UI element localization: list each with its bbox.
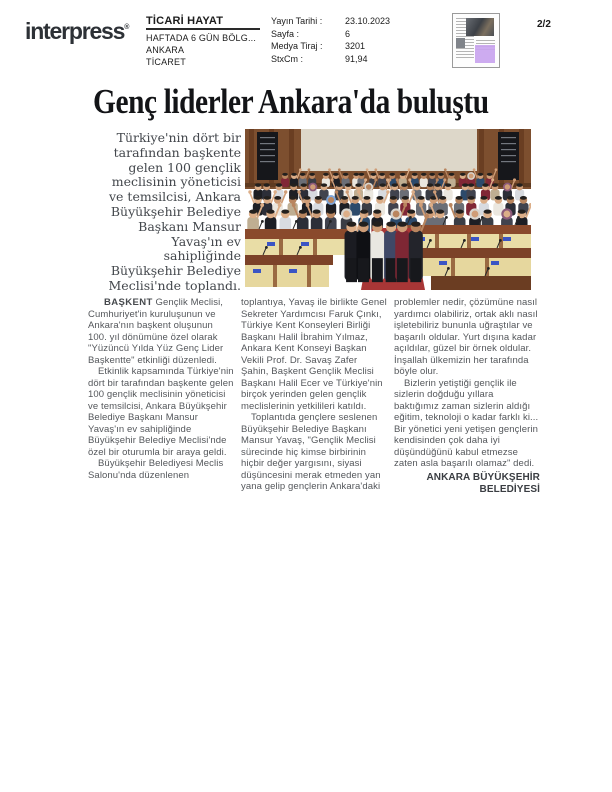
- meta-label-circulation: Medya Tiraj :: [271, 41, 323, 52]
- article-headline: Genç liderler Ankara'da buluştu: [93, 82, 489, 121]
- source-line: BELEDİYESİ: [479, 484, 540, 495]
- paragraph: Bizlerin yetiştiği gençlik ile sizlerin doğduğu yıllara baktığımız zaman sizlerin aldığı eğitim, teknoloji o kadar farklı ki... Bir yönetici yeni yetişen gençlerin kendisinden çok daha iyi düşündüğünü kabul etmezse zaten asla başarılı olamaz" dedi.: [394, 377, 539, 469]
- article-photo: [245, 129, 531, 290]
- paragraph: Büyükşehir Belediyesi Meclis Salonu'nda düzenlenen: [88, 458, 224, 481]
- publication-name: TİCARİ HAYAT: [146, 15, 260, 30]
- interpress-logo: [25, 18, 129, 45]
- paragraph-text: Gençlik Meclisi, Cumhuriyet'in kuruluşunun ve Ankara'nın başkent oluşunun 100. yıl dönümüne özel olarak "Yüzüncü Yılda Yüz Genç Lider Başkentte" etkinliği düzenledi.: [88, 297, 224, 366]
- paragraph: Etkinlik kapsamında Türkiye'nin dört bir tarafından başkente gelen 100 gençlik meclisinin yöneticisi ve temsilcisi, Ankara Büyükşehir Belediye Başkanı Mansur Yavaş'ın ev sahipliğinde Büyükşehir Belediye Meclisi'nde özel bir oturumla bir araya geldi.: [88, 366, 234, 458]
- meta-row-circulation: [271, 40, 390, 53]
- meta-row-date: [271, 15, 390, 28]
- thumbnail-article-highlight: [475, 45, 495, 63]
- thumbnail-photo-block: [466, 18, 494, 36]
- meta-row-page: [271, 28, 390, 41]
- publication-frequency: HAFTADA 6 GÜN BÖLG...: [146, 33, 257, 43]
- meta-value-stxcm: 91,94: [345, 53, 368, 64]
- page-thumbnail: [452, 13, 500, 68]
- publication-category: TİCARET: [146, 57, 186, 67]
- meta-label-stxcm: StxCm :: [271, 53, 304, 64]
- meta-value-page: 6: [345, 28, 351, 39]
- meta-label-date: Yayın Tarihi :: [271, 16, 323, 26]
- meta-value-circulation: 3201: [345, 41, 366, 52]
- paragraph: toplantıya, Yavaş ile birlikte Genel Sekreter Yardımcısı Faruk Çınkı, Türkiye Kent Konseyleri Birliği Başkanı Halil İbrahim Yılmaz, Ankara Kent Konseyi Başkan Vekili Prof. Dr. Savaş Zafer Şahin, Başkent Gençlik Meclisi Başkanı Halil Ecer ve Türkiye'nin birçok yerinden gelen gençlik meclislerinin yetkilileri katıldı.: [241, 297, 387, 412]
- registered-mark: ®: [124, 24, 130, 31]
- dateline: BAŞKENT: [104, 297, 153, 308]
- body-column-3: [394, 297, 540, 497]
- publication-info: [146, 15, 266, 68]
- council-hall-group-photo: [245, 129, 531, 290]
- article-lead: Türkiye'nin dört bir tarafından başkente gelen 100 gençlik meclisinin yöneticisi ve temsilcisi, Ankara Büyükşehir Belediye Başkanı Mansur Yavaş'ın ev sahipliğinde Büyükşehir Belediye Meclisi'nde toplandı.: [108, 130, 241, 293]
- meta-value-date: 23.10.2023: [345, 16, 391, 26]
- interpress-logo-text: interpress: [25, 18, 125, 44]
- paragraph: Toplantıda gençlere seslenen Büyükşehir Belediye Başkanı Mansur Yavaş, "Gençlik Meclisi sürecinde hiç kimse birbirinin hiçbir değer yargısını, siyasi düşüncesini merak etmeden yan yana gelip gençlerin Ankara'daki: [241, 412, 381, 492]
- clipping-metadata: [271, 15, 390, 65]
- source-attribution: [394, 472, 540, 497]
- body-column-1: [88, 297, 234, 497]
- body-column-2: [241, 297, 387, 497]
- page-indicator: 2/2: [537, 19, 551, 30]
- meta-row-stxcm: [271, 53, 390, 66]
- thumbnail-photo-block: [456, 38, 465, 48]
- paragraph: [88, 297, 234, 366]
- publication-city: ANKARA: [146, 45, 185, 55]
- meta-label-page: Sayfa :: [271, 28, 300, 39]
- source-line: ANKARA BÜYÜKŞEHİR: [426, 471, 540, 483]
- paragraph: problemler nedir, çözümüne nasıl yardımcı olabiliriz, ortak aklı nasıl işletebiliriz bununla uğraştılar ve başarılı oldular. Yurt dışına kadar açıldılar, güzel bir örnek oldular. İnşallah ülkemizin her tarafında böyle olur.: [394, 297, 538, 377]
- article-body: [88, 297, 540, 497]
